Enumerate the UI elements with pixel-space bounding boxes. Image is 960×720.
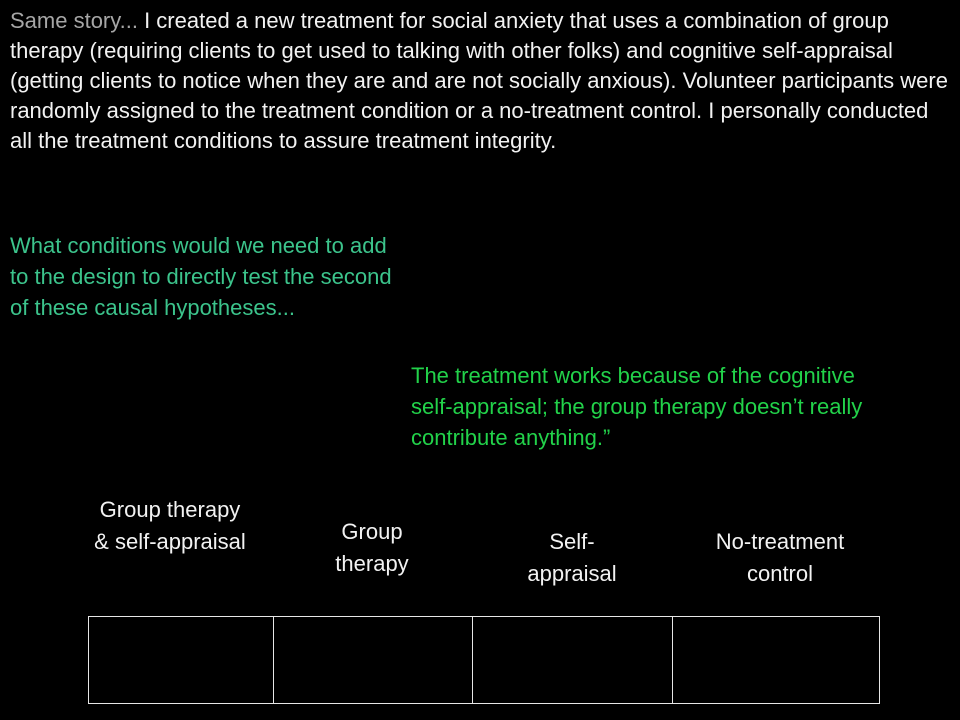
grid-cell-group-therapy xyxy=(273,617,472,703)
condition-label-group-therapy: Group therapy xyxy=(335,519,409,576)
condition-label-group-therapy-self-appraisal: Group therapy & self-appraisal xyxy=(94,497,246,554)
condition-label-no-treatment-control: No-treatment control xyxy=(715,529,845,586)
design-grid xyxy=(88,616,880,704)
grid-cell-no-treatment-control xyxy=(672,617,879,703)
scenario-paragraph xyxy=(10,6,955,156)
grid-cell-group-therapy-self-appraisal xyxy=(89,617,273,703)
grid-cell-self-appraisal xyxy=(472,617,672,703)
question-text: What conditions would we need to add to the design to directly test the second of these causal hypotheses... xyxy=(10,233,392,320)
scenario-body: I created a new treatment for social anxiety that uses a combination of group therapy (requiring clients to get used to talking with other folks) and cognitive self-appraisal (getting clients to notice when they are and are not socially anxious). Volunteer participants were randomly assigned to the treatment condition or a no-treatment control. I personally conducted all the treatment conditions to assure treatment integrity. xyxy=(10,8,948,153)
scenario-lead: Same story... xyxy=(10,8,138,33)
condition-label-self-appraisal: Self- appraisal xyxy=(527,529,617,586)
hypothesis-text: The treatment works because of the cognitive self-appraisal; the group therapy doesn’t really contribute anything.” xyxy=(411,363,863,450)
